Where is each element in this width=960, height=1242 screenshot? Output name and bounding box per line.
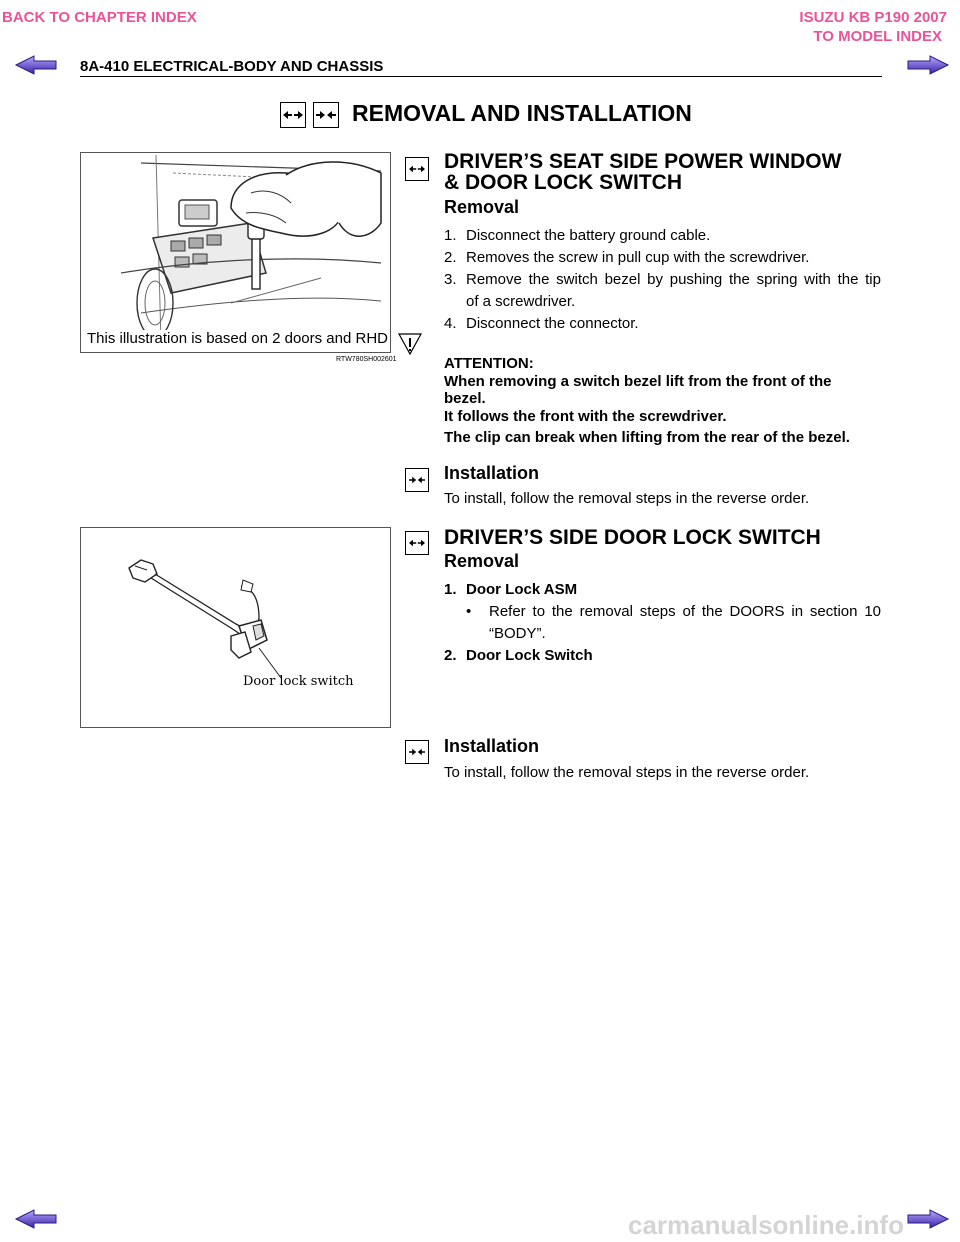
previous-page-arrow-icon[interactable] xyxy=(14,1208,58,1230)
installation-subtitle: Installation xyxy=(444,463,540,483)
step-text: Door Lock Switch xyxy=(466,647,593,664)
attention-line: When removing a switch bezel lift from the front of the xyxy=(444,373,832,390)
section-title: DRIVER’S SEAT SIDE POWER WINDOW xyxy=(444,150,842,173)
page-header-title: 8A-410 ELECTRICAL-BODY AND CHASSIS xyxy=(80,58,384,75)
figure-code: RTW780SH002601 xyxy=(336,356,397,363)
removal-subtitle: Removal xyxy=(444,551,520,571)
removal-arrows-icon xyxy=(280,102,306,128)
step-text: Door Lock ASM xyxy=(466,581,578,598)
attention-line: bezel. xyxy=(444,390,486,407)
attention-line: It follows the front with the screwdriver. xyxy=(444,408,727,425)
previous-page-arrow-icon[interactable] xyxy=(14,54,58,76)
figure-caption: This illustration is based on 2 doors and RHD xyxy=(87,330,388,347)
step-text-continued: of a screwdriver. xyxy=(466,293,576,310)
installation-text: To install, follow the removal steps in the reverse order. xyxy=(444,764,810,781)
power-window-switch-illustration xyxy=(80,152,391,353)
watermark: carmanualsonline.info xyxy=(628,1210,904,1240)
step-number: 2. xyxy=(444,249,457,266)
attention-line: The clip can break when lifting from the rear of the bezel. xyxy=(444,429,850,446)
door-lock-switch-label: Door lock switch xyxy=(243,674,354,689)
step-text: Remove the switch bezel by pushing the spring with the tip xyxy=(466,271,881,288)
warning-icon xyxy=(398,332,422,356)
step-number: 2. xyxy=(444,647,457,664)
section-title-continued: & DOOR LOCK SWITCH xyxy=(444,171,682,194)
attention-label: ATTENTION: xyxy=(444,355,534,372)
installation-arrows-icon xyxy=(405,740,429,764)
next-page-arrow-icon[interactable] xyxy=(906,54,950,76)
next-page-arrow-icon[interactable] xyxy=(906,1208,950,1230)
header-divider xyxy=(80,76,882,77)
bullet-text: Refer to the removal steps of the DOORS in section 10 xyxy=(489,603,881,620)
step-number: 1. xyxy=(444,581,457,598)
model-title-link[interactable]: ISUZU KB P190 2007 xyxy=(799,9,947,26)
step-text: Disconnect the connector. xyxy=(466,315,639,332)
installation-arrows-icon xyxy=(313,102,339,128)
step-number: 3. xyxy=(444,271,457,288)
to-model-index-link[interactable]: TO MODEL INDEX xyxy=(813,28,942,45)
step-text: Removes the screw in pull cup with the screwdriver. xyxy=(466,249,810,266)
section-title: DRIVER’S SIDE DOOR LOCK SWITCH xyxy=(444,526,821,549)
step-text: Disconnect the battery ground cable. xyxy=(466,227,711,244)
installation-text: To install, follow the removal steps in the reverse order. xyxy=(444,490,810,507)
removal-subtitle: Removal xyxy=(444,197,520,217)
step-number: 1. xyxy=(444,227,457,244)
removal-arrows-icon xyxy=(405,157,429,181)
step-number: 4. xyxy=(444,315,457,332)
back-to-chapter-index-link[interactable]: BACK TO CHAPTER INDEX xyxy=(2,9,197,26)
bullet-symbol: • xyxy=(466,603,472,620)
installation-subtitle: Installation xyxy=(444,736,540,756)
door-lock-switch-illustration xyxy=(80,527,391,728)
removal-arrows-icon xyxy=(405,531,429,555)
installation-arrows-icon xyxy=(405,468,429,492)
bullet-text-continued: “BODY”. xyxy=(489,625,546,642)
main-heading: REMOVAL AND INSTALLATION xyxy=(352,100,692,126)
